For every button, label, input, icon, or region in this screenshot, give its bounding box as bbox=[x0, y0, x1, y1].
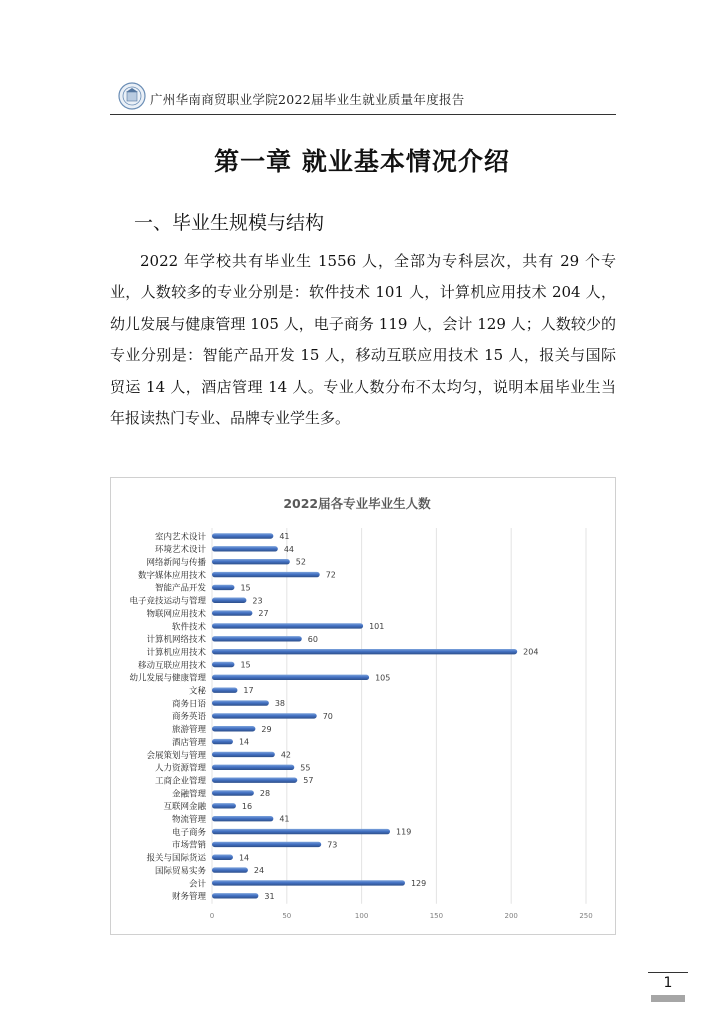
value-label: 72 bbox=[325, 570, 336, 580]
bar bbox=[212, 598, 246, 603]
section-title: 一、毕业生规模与结构 bbox=[134, 212, 325, 234]
value-label: 119 bbox=[396, 827, 412, 837]
page-header bbox=[110, 78, 616, 115]
category-label: 会计 bbox=[188, 879, 206, 890]
category-label: 酒店管理 bbox=[171, 737, 206, 748]
value-label: 44 bbox=[283, 544, 295, 554]
value-label: 204 bbox=[523, 647, 539, 657]
category-label: 旅游管理 bbox=[171, 725, 206, 736]
bar bbox=[212, 803, 236, 808]
value-label: 28 bbox=[259, 789, 271, 798]
value-label: 29 bbox=[261, 724, 272, 734]
value-label: 55 bbox=[300, 763, 311, 773]
bar bbox=[212, 816, 273, 821]
value-label: 101 bbox=[369, 621, 385, 631]
category-label: 工商企业管理 bbox=[154, 776, 206, 787]
page-number-bar bbox=[651, 995, 685, 1002]
x-tick-label: 200 bbox=[504, 911, 518, 920]
bar bbox=[212, 688, 237, 693]
value-label: 14 bbox=[238, 853, 250, 863]
bar bbox=[212, 559, 290, 564]
bar bbox=[212, 623, 363, 628]
category-label: 金融管理 bbox=[171, 789, 206, 800]
category-label: 数字媒体应用技术 bbox=[137, 570, 206, 581]
value-label: 15 bbox=[240, 583, 251, 593]
bar bbox=[212, 546, 278, 551]
value-label: 38 bbox=[274, 699, 286, 709]
value-label: 16 bbox=[241, 801, 253, 811]
bar bbox=[212, 893, 258, 898]
category-label: 室内艺术设计 bbox=[154, 532, 206, 543]
category-label: 网络新闻与传播 bbox=[146, 558, 206, 568]
category-label: 智能产品开发 bbox=[154, 583, 206, 594]
category-label: 财务管理 bbox=[171, 892, 206, 903]
value-label: 52 bbox=[295, 557, 306, 567]
bar bbox=[212, 855, 233, 860]
bar bbox=[212, 610, 252, 615]
bar bbox=[212, 790, 254, 795]
value-label: 15 bbox=[240, 660, 251, 670]
category-label: 报关与国际货运 bbox=[146, 853, 206, 864]
value-label: 27 bbox=[258, 609, 269, 619]
category-label: 物联网应用技术 bbox=[146, 609, 206, 620]
bar bbox=[212, 752, 275, 757]
category-label: 电子商务 bbox=[171, 827, 206, 838]
chapter-title: 第一章 就业基本情况介绍 bbox=[214, 147, 510, 176]
category-label: 人力资源管理 bbox=[154, 763, 206, 774]
value-label: 60 bbox=[307, 634, 318, 644]
bar bbox=[212, 777, 297, 782]
category-label: 商务英语 bbox=[171, 712, 206, 723]
header-title: 广州华南商贸职业学院2022届毕业生就业质量年度报告 bbox=[150, 92, 465, 107]
value-label: 41 bbox=[279, 814, 290, 824]
value-label: 31 bbox=[264, 891, 275, 901]
category-label: 国际贸易实务 bbox=[154, 866, 206, 877]
x-tick-label: 0 bbox=[209, 911, 215, 920]
category-label: 市场营销 bbox=[171, 840, 206, 851]
page-number-rule bbox=[648, 972, 688, 973]
bar bbox=[212, 636, 302, 641]
category-label: 幼儿发展与健康管理 bbox=[129, 673, 206, 684]
x-tick-label: 50 bbox=[282, 911, 292, 920]
body-paragraph: 2022 年学校共有毕业生 1556 人，全部为专科层次，共有 29 个专业，人数较多的专业分别是：软件技术 101 人，计算机应用技术 204 人，幼儿发展与健康管理 105 人，电子商务 119 人，会计 129 人；人数较少的专业分别是：智能产品开发 15 人，移动互联应用技术 15 人，报关与国际贸运 14 人，酒店管理 14 人。专业人数分布不太均匀，说明本届毕业生当年报读热门专业、品牌专业学生多。 bbox=[110, 252, 616, 428]
category-label: 软件技术 bbox=[171, 622, 206, 633]
x-tick-label: 150 bbox=[429, 911, 444, 920]
bar bbox=[212, 649, 517, 654]
bar bbox=[212, 585, 234, 590]
category-label: 计算机应用技术 bbox=[146, 647, 206, 658]
category-label: 环境艺术设计 bbox=[154, 545, 206, 556]
category-label: 电子竞技运动与管理 bbox=[129, 596, 206, 607]
chart-title: 2022届各专业毕业生人数 bbox=[283, 496, 431, 511]
value-label: 24 bbox=[253, 866, 265, 876]
x-tick-label: 250 bbox=[579, 911, 593, 920]
bar bbox=[212, 880, 405, 885]
category-label: 互联网金融 bbox=[163, 802, 206, 813]
bar bbox=[212, 842, 321, 847]
value-label: 129 bbox=[410, 878, 427, 888]
value-label: 17 bbox=[243, 686, 254, 696]
value-label: 57 bbox=[303, 776, 314, 786]
bar-chart-container bbox=[110, 477, 616, 935]
category-label: 商务日语 bbox=[171, 699, 206, 710]
value-label: 70 bbox=[322, 711, 333, 721]
value-label: 42 bbox=[280, 750, 292, 760]
value-label: 105 bbox=[375, 673, 391, 683]
category-label: 移动互联应用技术 bbox=[137, 660, 206, 671]
bar bbox=[212, 829, 390, 834]
value-label: 14 bbox=[238, 737, 250, 747]
bar bbox=[212, 739, 233, 744]
bar bbox=[212, 713, 317, 718]
value-label: 41 bbox=[279, 532, 290, 541]
bar bbox=[212, 675, 369, 680]
category-label: 文秘 bbox=[188, 686, 206, 697]
bar bbox=[212, 700, 269, 705]
bar bbox=[212, 533, 273, 538]
category-label: 物流管理 bbox=[171, 815, 206, 825]
category-label: 计算机网络技术 bbox=[146, 635, 206, 646]
value-label: 23 bbox=[252, 596, 263, 606]
bar bbox=[212, 662, 234, 667]
bar-chart bbox=[111, 478, 615, 934]
school-seal-icon bbox=[118, 82, 146, 110]
page-number: 1 bbox=[663, 975, 673, 991]
bar bbox=[212, 726, 255, 731]
bar bbox=[212, 867, 248, 872]
bar bbox=[212, 765, 294, 770]
category-label: 会展策划与管理 bbox=[146, 750, 206, 761]
bar bbox=[212, 572, 320, 577]
value-label: 73 bbox=[327, 840, 338, 850]
x-tick-label: 100 bbox=[354, 911, 369, 920]
